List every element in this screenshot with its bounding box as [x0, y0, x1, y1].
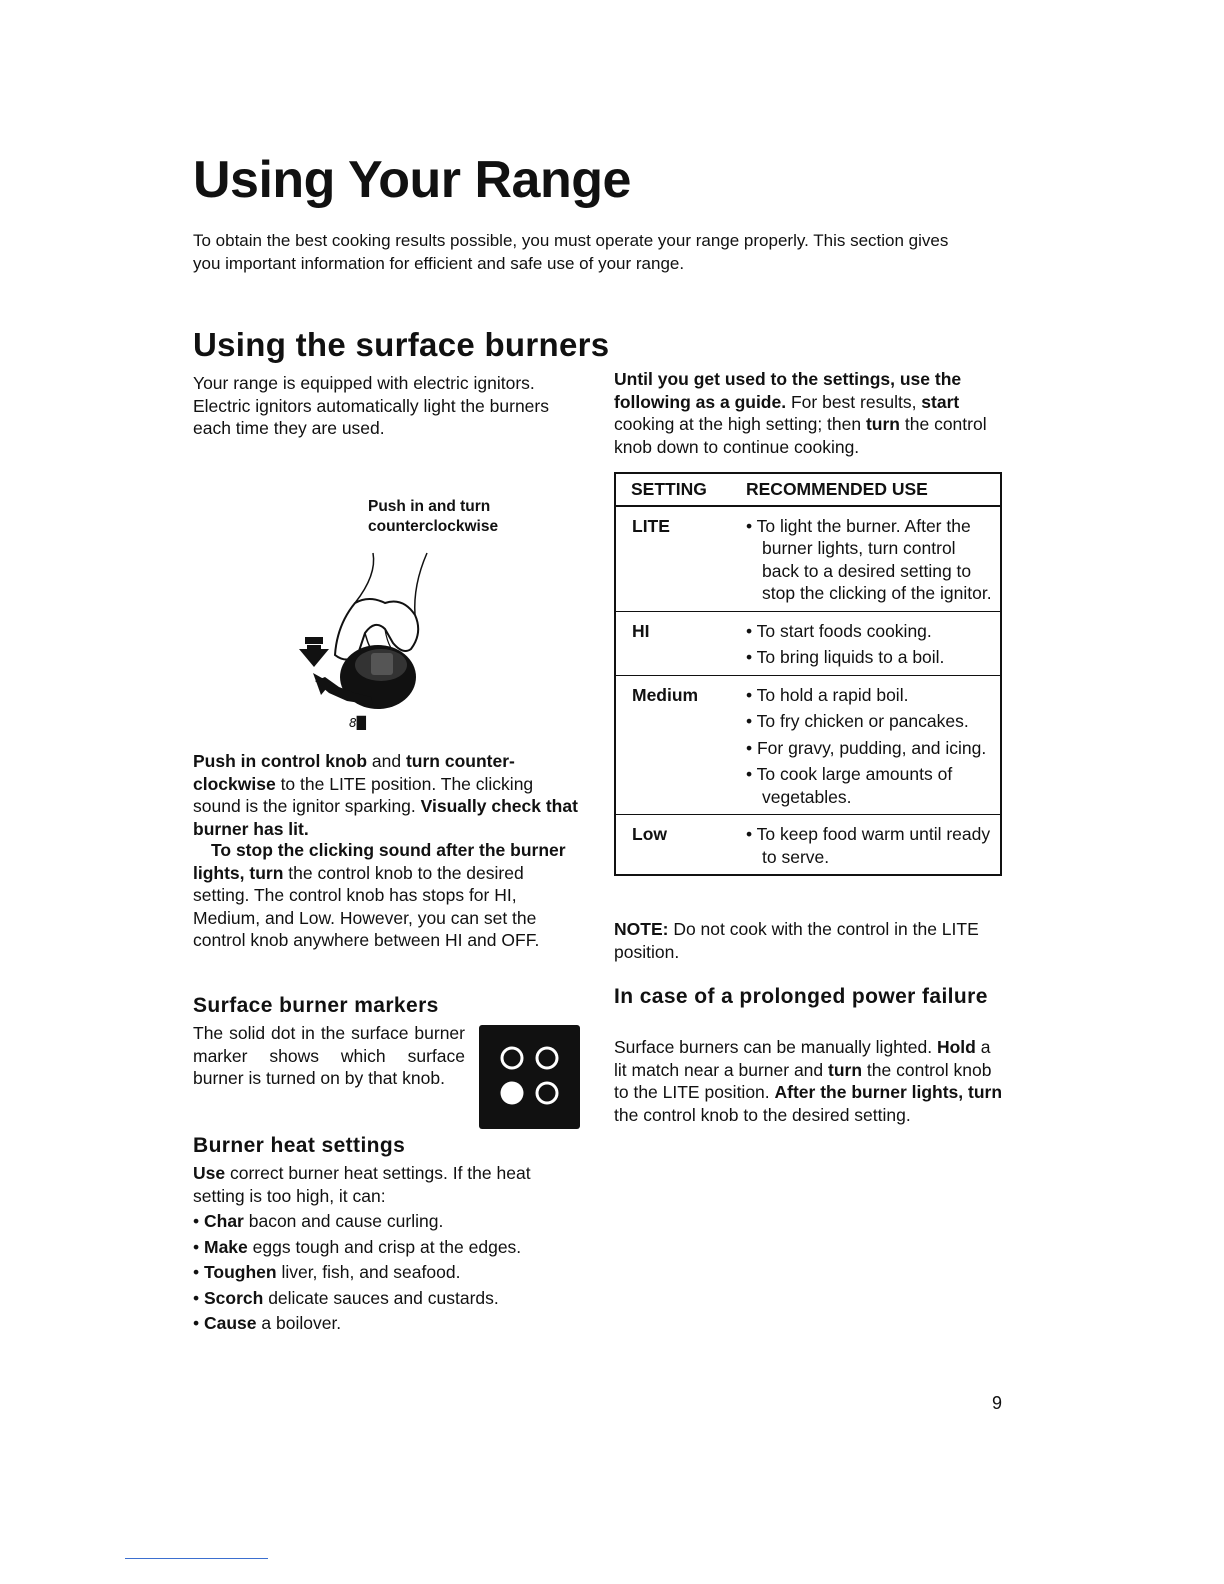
settings-table [614, 472, 1002, 876]
list-item: • Toughen liver, fish, and seafood. [193, 1262, 461, 1282]
use-cell: • To start foods cooking. • To bring liquids to a boil. [730, 611, 1001, 675]
markers-heading: Surface burner markers [193, 994, 439, 1017]
list-item: • Scorch delicate sauces and custards. [193, 1287, 499, 1308]
list-item: • Char bacon and cause curling. [193, 1211, 444, 1231]
use-cell: • To light the burner. After the burner lights, turn control back to a desired setting to stop the clicking of the ignitor. [730, 506, 1001, 612]
setting-cell: LITE [615, 506, 730, 612]
knob-illustration [285, 545, 445, 735]
table-header-row [615, 473, 1001, 506]
figure-caption: Push in and turn counterclockwise [368, 498, 499, 535]
note-paragraph: NOTE: Do not cook with the control in the LITE position. [614, 919, 979, 962]
table-row [615, 611, 1001, 675]
table-row [615, 506, 1001, 612]
column-header: SETTING [615, 473, 730, 506]
use-cell: • To hold a rapid boil. • To fry chicken or pancakes. • For gravy, pudding, and icing. • To cook large amounts of vegetables. [730, 675, 1001, 815]
list-item: • Cause a boilover. [193, 1313, 342, 1333]
power-failure-paragraph: Surface burners can be manually lighted. Hold a lit match near a burner and turn the control knob to the LITE position. After the burner lights, turn the control knob to the desired setting. [614, 1037, 1003, 1125]
guide-paragraph: Until you get used to the settings, use the following as a guide. For best results, start cooking at the high setting; then turn the control knob down to continue cooking. [614, 369, 987, 457]
divider [125, 1558, 268, 1559]
table-row [615, 675, 1001, 815]
figure-code: 8█ [349, 716, 366, 730]
burner-marker-icon [479, 1025, 580, 1129]
setting-cell: Low [632, 824, 667, 844]
table-row [615, 815, 1001, 876]
stop-clicking-paragraph: To stop the clicking sound after the burner lights, turn the control knob to the desired setting. The control knob has stops for HI, Medium, and Low. However, you can set the control knob anywhere between HI and OFF. [193, 840, 566, 950]
intro-paragraph: To obtain the best cooking results possible, you must operate your range properly. This section gives you important information for efficient and safe use of your range. [193, 231, 949, 273]
power-failure-heading: In case of a prolonged power failure [614, 985, 988, 1008]
ignitors-paragraph: Your range is equipped with electric ignitors. Electric ignitors automatically light the burners each time they are used. [193, 373, 549, 438]
use-cell: • To keep food warm until ready to serve. [746, 824, 991, 867]
heat-paragraph: Use correct burner heat settings. If the heat setting is too high, it can: [193, 1163, 531, 1206]
heat-list [193, 1210, 583, 1338]
heat-heading: Burner heat settings [193, 1134, 406, 1157]
section-title: Using the surface burners [193, 326, 610, 363]
setting-cell: HI [615, 611, 730, 675]
column-header: RECOMMENDED USE [730, 473, 1001, 506]
page-title: Using Your Range [193, 151, 631, 209]
markers-paragraph: The solid dot in the surface burner marker shows which surface burner is turned on by that knob. [193, 1023, 465, 1088]
push-paragraph: Push in control knob and turn counter-clockwise to the LITE position. The clicking sound is the ignitor sparking. Visually check that burner has lit. [193, 751, 578, 839]
setting-cell: Medium [615, 675, 730, 815]
page-number: 9 [992, 1393, 1003, 1413]
list-item: • Make eggs tough and crisp at the edges. [193, 1236, 522, 1257]
